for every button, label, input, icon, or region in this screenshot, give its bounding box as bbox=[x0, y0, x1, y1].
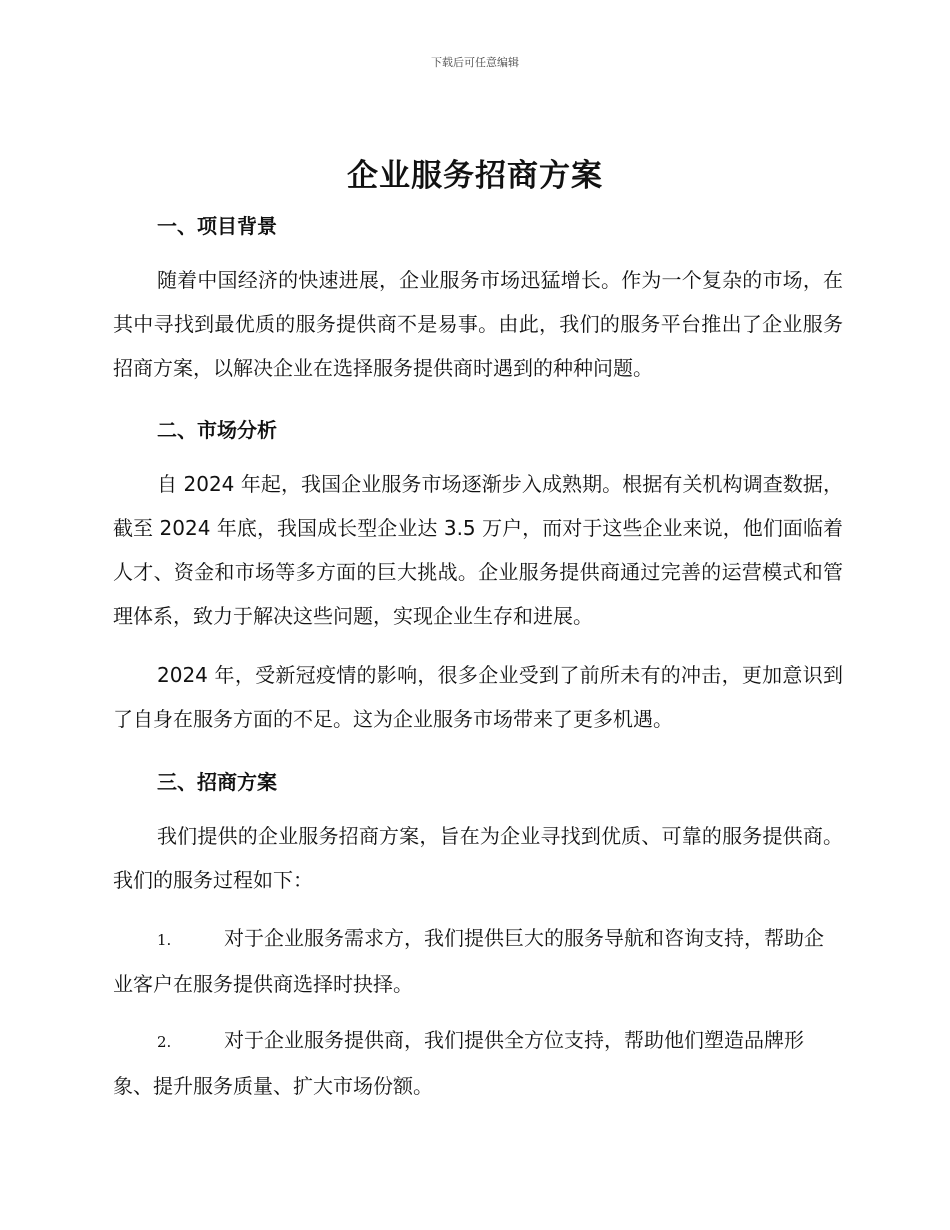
list-item-number: 2. bbox=[157, 1033, 172, 1051]
paragraph-market-1: 自 2024 年起，我国企业服务市场逐渐步入成熟期。根据有关机构调查数据，截至 2024 年底，我国成长型企业达 3.5 万户，而对于这些企业来说，他们面临着人才、资金和市场等多方面的巨大挑战。企业服务提供商通过完善的运营模式和管理体系，致力于解决这些问题，实现企业生存和进展。 bbox=[113, 472, 843, 628]
list-item bbox=[113, 1018, 843, 1108]
section-heading-background: 一、项目背景 bbox=[157, 214, 277, 238]
document-title: 企业服务招商方案 bbox=[347, 158, 603, 194]
section-heading-plan: 三、招商方案 bbox=[157, 770, 277, 794]
paragraph-background: 随着中国经济的快速进展，企业服务市场迅猛增长。作为一个复杂的市场，在其中寻找到最优质的服务提供商不是易事。由此，我们的服务平台推出了企业服务招商方案，以解决企业在选择服务提供商时遇到的种种问题。 bbox=[113, 268, 843, 380]
paragraph-market-2: 2024 年，受新冠疫情的影响，很多企业受到了前所未有的冲击，更加意识到了自身在服务方面的不足。这为企业服务市场带来了更多机遇。 bbox=[113, 663, 843, 731]
list-item-number: 1. bbox=[157, 931, 172, 949]
list-item-text: 对于企业服务需求方，我们提供巨大的服务导航和咨询支持，帮助企业客户在服务提供商选择时抉择。 bbox=[113, 926, 824, 996]
paragraph-plan: 我们提供的企业服务招商方案，旨在为企业寻找到优质、可靠的服务提供商。我们的服务过程如下： bbox=[113, 824, 843, 892]
section-heading-market: 二、市场分析 bbox=[157, 418, 277, 442]
list-item-text: 对于企业服务提供商，我们提供全方位支持，帮助他们塑造品牌形象、提升服务质量、扩大市场份额。 bbox=[113, 1028, 804, 1098]
header-note: 下载后可任意编辑 bbox=[431, 56, 519, 69]
list-item bbox=[113, 916, 843, 1006]
